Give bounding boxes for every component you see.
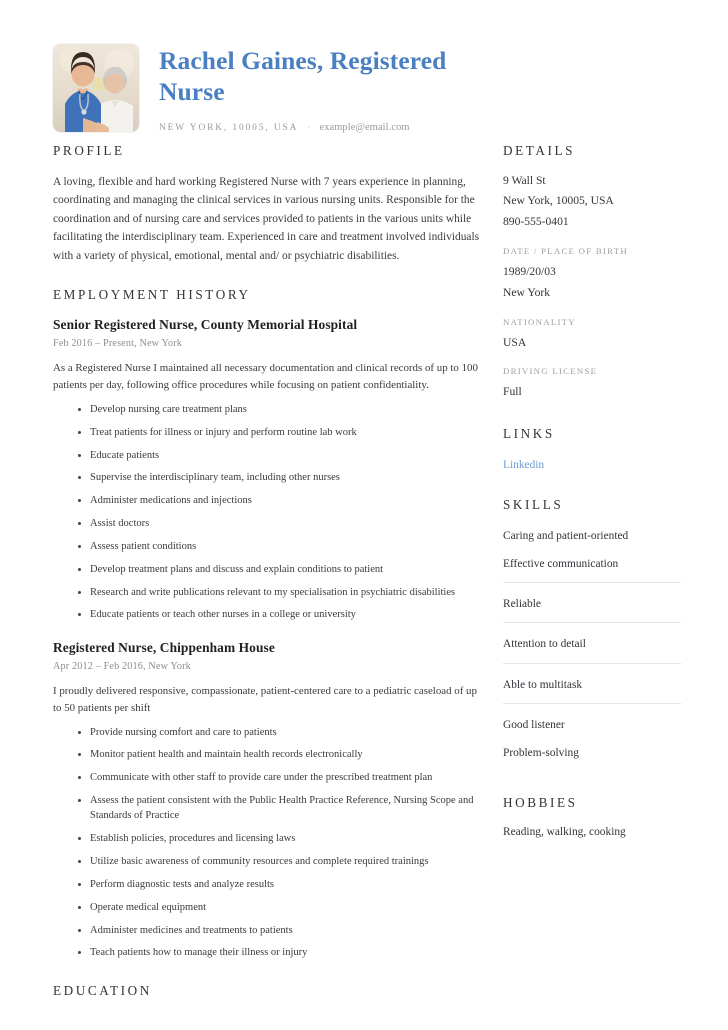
address-line-1: 9 Wall St xyxy=(503,173,546,187)
list-item: Administer medications and injections xyxy=(78,493,481,508)
list-item: Perform diagnostic tests and analyze results xyxy=(78,877,481,892)
list-item: Educate patients xyxy=(78,448,481,463)
skill-item: Attention to detail xyxy=(503,634,681,663)
name-block xyxy=(159,44,681,133)
contact-email[interactable]: example@email.com xyxy=(319,121,410,133)
list-item: Treat patients for illness or injury and perform routine lab work xyxy=(78,425,481,440)
list-item: Develop treatment plans and discuss and explain conditions to patient xyxy=(78,562,481,577)
list-item: Teach patients how to manage their illness or injury xyxy=(78,945,481,960)
resume-content xyxy=(53,44,681,1021)
sidebar-details xyxy=(503,143,681,402)
list-item: Assess the patient consistent with the Public Health Practice Reference, Nursing Scope and Standards of Practice xyxy=(78,793,481,824)
skill-item: Good listener xyxy=(503,718,565,731)
list-item: Assist doctors xyxy=(78,516,481,531)
links-heading: LINKS xyxy=(503,426,555,442)
link-linkedin[interactable]: Linkedin xyxy=(503,459,545,472)
job-description: I proudly delivered responsive, compassionate, patient-centered care to a pediatric caseload of up to 50 patients per shift xyxy=(53,684,477,715)
dob-date: 1989/20/03 xyxy=(503,265,556,279)
education-heading: EDUCATION xyxy=(53,982,152,998)
driving-license-value: Full xyxy=(503,385,522,399)
skill-item: Able to multitask xyxy=(503,675,681,704)
contact-line xyxy=(159,122,681,133)
section-education xyxy=(53,983,481,999)
profile-text: A loving, flexible and hard working Registered Nurse with 7 years experience in planning, coordinating and managing the clinical services in various nursing units. Responsible for the coordination and of nursing care and services provided to patients in the various units while facilitating the interdisciplinary team. Experienced in care and treatment involved individuals with a variety of physical, emotional, mental and/ or psychiatric disabilities. xyxy=(53,175,480,262)
sidebar-links xyxy=(503,426,681,473)
skill-item: Effective communication xyxy=(503,554,681,583)
resume-columns xyxy=(53,143,681,1021)
skill-item: Problem-solving xyxy=(503,746,579,759)
list-item: Provide nursing comfort and care to patients xyxy=(78,725,481,740)
nationality-value: USA xyxy=(503,335,527,349)
list-item: Communicate with other staff to provide care under the prescribed treatment plan xyxy=(78,770,481,785)
list-item: Establish policies, procedures and licensing laws xyxy=(78,831,481,846)
skills-heading: SKILLS xyxy=(503,497,564,513)
dob-place: New York xyxy=(503,285,551,299)
section-profile xyxy=(53,143,481,265)
details-heading: DETAILS xyxy=(503,142,576,158)
list-item: Develop nursing care treatment plans xyxy=(78,402,481,417)
section-employment xyxy=(53,287,481,961)
job-entry xyxy=(53,640,481,961)
sidebar-column xyxy=(491,143,681,866)
profile-photo xyxy=(53,44,139,132)
profile-heading: PROFILE xyxy=(53,142,125,158)
list-item: Supervise the interdisciplinary team, including other nurses xyxy=(78,470,481,485)
job-bullets xyxy=(53,402,481,623)
address-line-2: New York, 10005, USA xyxy=(503,194,614,208)
job-title: Senior Registered Nurse, County Memorial Hospital xyxy=(53,317,358,333)
list-item: Operate medical equipment xyxy=(78,900,481,915)
hobbies-heading: HOBBIES xyxy=(503,794,578,810)
phone-number: 890-555-0401 xyxy=(503,215,569,229)
sidebar-hobbies xyxy=(503,795,681,842)
job-date: Feb 2016 – Present, New York xyxy=(53,338,182,350)
list-item: Utilize basic awareness of community resources and complete required trainings xyxy=(78,854,481,869)
resume-header xyxy=(53,44,681,133)
main-column xyxy=(53,143,491,1021)
driving-license-label: DRIVING LICENSE xyxy=(503,366,598,377)
employment-heading: EMPLOYMENT HISTORY xyxy=(53,287,251,303)
list-item: Research and write publications relevant to my specialisation in psychiatric disabilities xyxy=(78,585,481,600)
contact-location: NEW YORK, 10005, USA xyxy=(159,122,299,133)
nationality-label: NATIONALITY xyxy=(503,316,576,327)
list-item: Monitor patient health and maintain health records electronically xyxy=(78,747,481,762)
sidebar-skills xyxy=(503,497,681,771)
job-title: Registered Nurse, Chippenham House xyxy=(53,639,275,655)
hobbies-text: Reading, walking, cooking xyxy=(503,825,626,838)
contact-separator: · xyxy=(307,121,311,132)
job-date: Apr 2012 – Feb 2016, New York xyxy=(53,660,191,672)
job-entry xyxy=(53,317,481,623)
list-item: Administer medicines and treatments to patients xyxy=(78,923,481,938)
skill-item: Reliable xyxy=(503,594,681,623)
dob-label: DATE / PLACE OF BIRTH xyxy=(503,246,628,257)
job-bullets xyxy=(53,725,481,961)
photo-illustration xyxy=(53,44,139,132)
skill-item: Caring and patient-oriented xyxy=(503,530,629,543)
list-item: Educate patients or teach other nurses in a college or university xyxy=(78,607,481,622)
list-item: Assess patient conditions xyxy=(78,539,481,554)
job-description: As a Registered Nurse I maintained all necessary documentation and clinical records of up to 100 patients per day, following office procedures while focusing on patient confidentiality. xyxy=(53,362,478,392)
page-title: Rachel Gaines, Registered Nurse xyxy=(159,46,447,106)
